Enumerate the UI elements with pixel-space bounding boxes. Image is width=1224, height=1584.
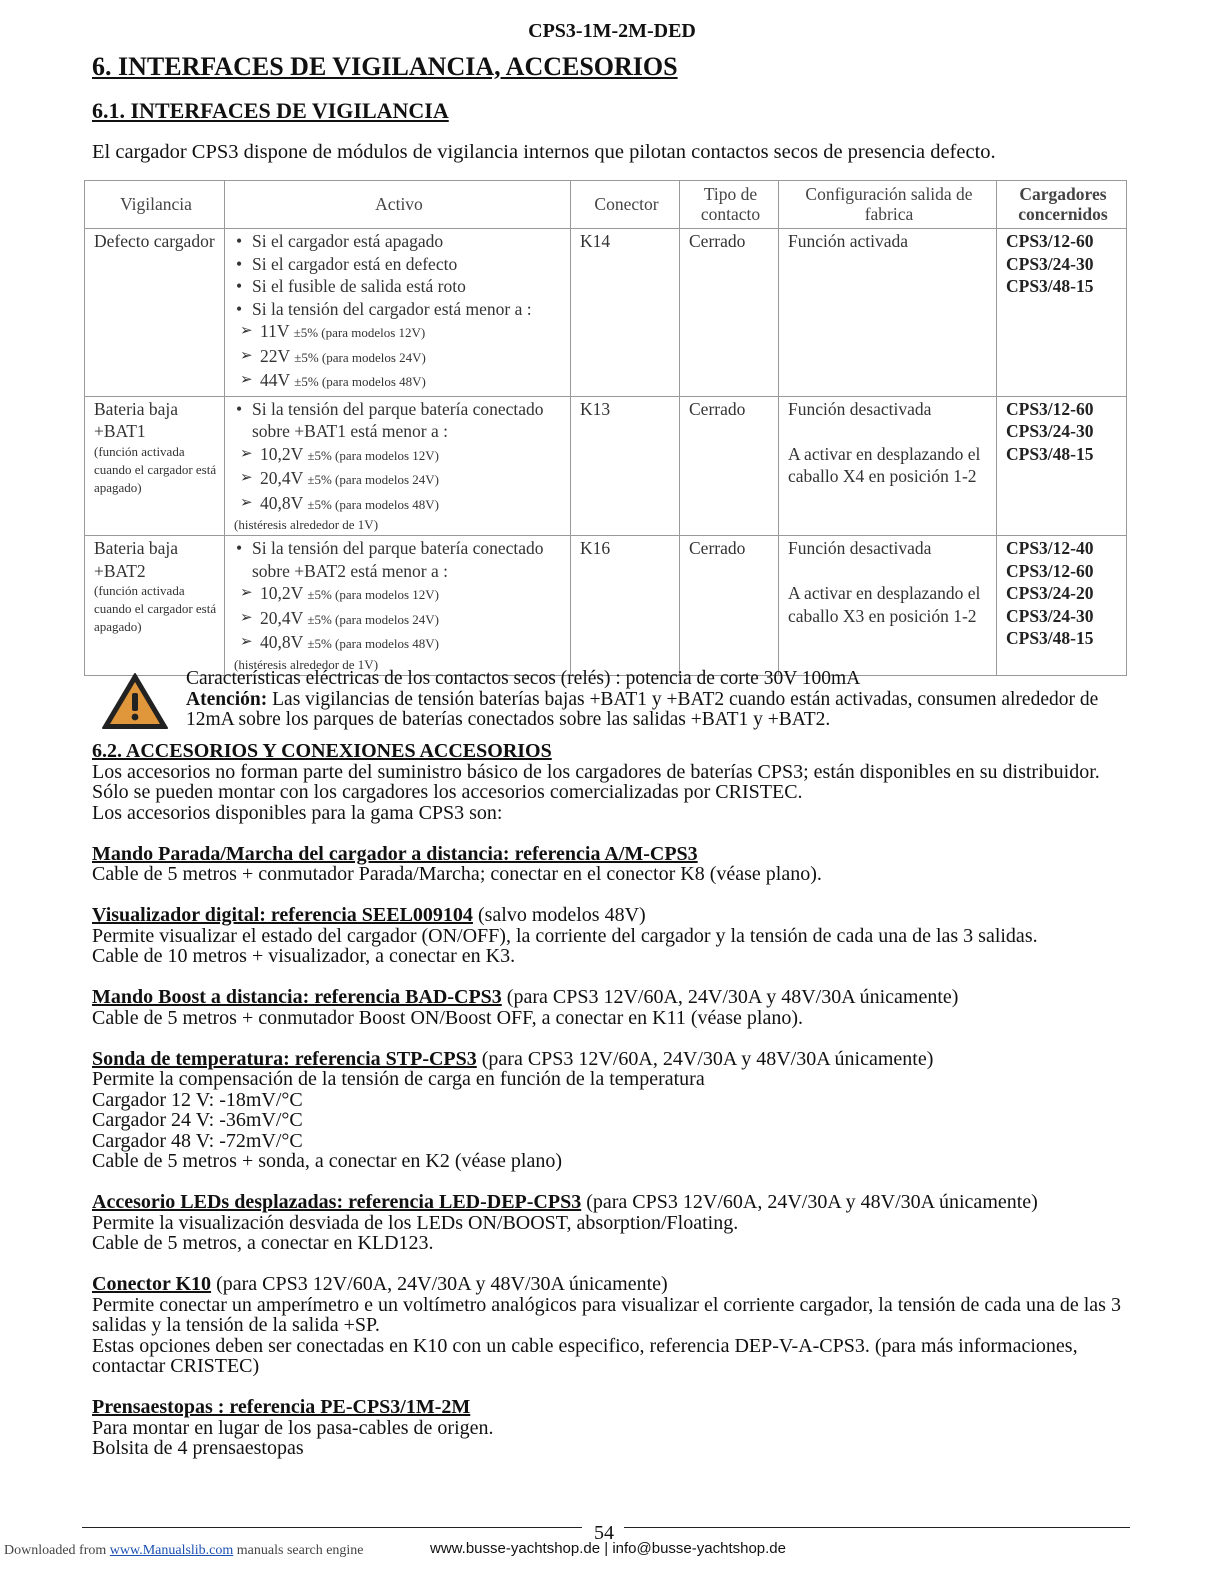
- threshold-value: 22V: [260, 345, 290, 366]
- threshold-value: 20,4V: [260, 607, 303, 628]
- blank-line: [92, 1254, 1132, 1275]
- threshold-item: [234, 467, 564, 492]
- cell-config: [779, 536, 997, 676]
- column-header: Activo: [225, 181, 571, 229]
- threshold-value: 10,2V: [260, 443, 303, 464]
- accessory-description: Permite visualizar el estado del cargador (ON/OFF), la corriente del cargador y la tensión de cada una de las 3 salidas.: [92, 924, 1038, 947]
- condition-item: • Si el fusible de salida está roto: [234, 275, 564, 298]
- monitoring-table: [84, 180, 1127, 676]
- accessory-block: [92, 1192, 1132, 1254]
- footer-rule-right: [624, 1527, 1130, 1528]
- threshold-note: ±5% (para modelos 48V): [307, 496, 440, 512]
- accessory-block: [92, 1397, 1132, 1459]
- cell-models: [997, 536, 1127, 676]
- threshold-value: 40,8V: [260, 492, 303, 513]
- cell-vigilancia: [85, 229, 225, 397]
- manualslib-link[interactable]: www.Manualslib.com: [109, 1543, 234, 1558]
- blank-line: [92, 967, 1132, 988]
- accessory-heading: [92, 1397, 1132, 1418]
- accessories-section-title: 6.2. ACCESORIOS Y CONEXIONES ACCESORIOS: [92, 740, 552, 762]
- cell-activo: [225, 396, 571, 536]
- accessory-block: [92, 987, 1132, 1028]
- table-header-row: [85, 181, 1127, 229]
- accessory-block: [92, 1274, 1132, 1377]
- intro-paragraph: El cargador CPS3 dispone de módulos de vigilancia internos que pilotan contactos secos de presencia defecto.: [92, 141, 996, 163]
- threshold-value: 10,2V: [260, 583, 303, 603]
- cell-config: [779, 396, 997, 536]
- accessory-title: Visualizador digital: referencia SEEL009104: [92, 904, 473, 926]
- blank-line: [92, 885, 1132, 906]
- page-number: 54: [594, 1522, 614, 1544]
- threshold-note: ±5% (para modelos 24V): [307, 472, 440, 487]
- electrical-characteristics: Características eléctricas de los contactos secos (relés) : potencia de corte 30V 100mA: [186, 668, 861, 689]
- accessory-title: Mando Parada/Marcha del cargador a distancia: referencia A/M-CPS3: [92, 842, 698, 865]
- vigilancia-note: (función activada cuando el cargador está apagado): [94, 443, 217, 495]
- threshold-value: 20,4V: [260, 468, 303, 488]
- accessory-title: Prensaestopas : referencia PE-CPS3/1M-2M: [92, 1396, 471, 1418]
- accessory-heading: [92, 1274, 1132, 1295]
- column-header: Tipo de contacto: [680, 181, 779, 229]
- condition-item: • Si el cargador está en defecto: [234, 253, 564, 276]
- accessory-heading: [92, 844, 1132, 865]
- accessory-description: Estas opciones deben ser conectadas en K10 con un cable especifico, referencia DEP-V-A-CPS3. (para más informaciones, contactar CRISTEC): [92, 1334, 1078, 1377]
- threshold-item: [234, 582, 564, 607]
- model-code: CPS3/12-60: [1006, 560, 1094, 581]
- accessories-section: [92, 741, 1132, 1459]
- accessories-intro: Los accesorios no forman parte del suministro básico de los cargadores de baterías CPS3; están disponibles en su distribuidor. Sólo se pueden montar con los cargadores los accesorios comercializadas por CRISTEC.: [92, 760, 1100, 803]
- footer-rule-left: [82, 1527, 582, 1528]
- accessory-description: Permite la visualización desviada de los LEDs ON/BOOST, absorption/Floating.: [92, 1211, 739, 1234]
- threshold-item: [234, 320, 564, 345]
- warning-triangle-icon: [100, 671, 170, 731]
- condition-item: • Si la tensión del parque batería conectado sobre +BAT1 está menor a :: [234, 398, 564, 443]
- accessory-title: Accesorio LEDs desplazadas: referencia LED-DEP-CPS3: [92, 1191, 582, 1213]
- accessory-description: Cable de 5 metros + sonda, a conectar en K2 (véase plano): [92, 1150, 562, 1172]
- accessory-block: [92, 905, 1132, 967]
- blank-line: [92, 823, 1132, 844]
- downloaded-from-text: Downloaded from: [4, 1543, 107, 1558]
- model-code: CPS3/24-30: [1006, 253, 1094, 274]
- accessory-heading: [92, 1049, 1132, 1070]
- column-header: Vigilancia: [85, 181, 225, 229]
- accessory-scope: (salvo modelos 48V): [472, 904, 646, 926]
- hysteresis-note: (histéresis alrededor de 1V): [234, 656, 379, 672]
- threshold-value: 40,8V: [260, 632, 303, 652]
- tagline-text: manuals search engine: [236, 1543, 364, 1558]
- accessory-description: Permite conectar un amperímetro e un voltímetro analógicos para visualizar el corriente cargador, la tensión de cada una de las 3 salidas y la tensión de la salida +SP.: [92, 1293, 1121, 1336]
- blank-line: [92, 1028, 1132, 1049]
- cell-vigilancia: [85, 396, 225, 536]
- threshold-note: ±5% (para modelos 48V): [294, 374, 426, 389]
- blank-line: [92, 1377, 1132, 1398]
- accessory-title: Mando Boost a distancia: referencia BAD-CPS3: [92, 986, 502, 1008]
- threshold-item: [234, 607, 564, 632]
- threshold-value: 11V: [260, 321, 290, 341]
- table-row: [85, 536, 1127, 676]
- threshold-value: 44V: [260, 370, 290, 390]
- accessory-description: Bolsita de 4 prensaestopas: [92, 1437, 304, 1459]
- condition-item: • Si la tensión del parque batería conectado sobre +BAT2 está menor a :: [234, 537, 564, 582]
- vigilancia-label: Bateria baja +BAT2: [94, 538, 179, 581]
- accessory-description: Cargador 12 V: -18mV/°C: [92, 1088, 303, 1111]
- threshold-note: ±5% (para modelos 24V): [307, 611, 440, 627]
- threshold-note: ±5% (para modelos 12V): [307, 587, 440, 602]
- table-row: [85, 229, 1127, 397]
- threshold-item: [234, 443, 564, 468]
- condition-item: • Si el cargador está apagado: [234, 230, 564, 253]
- vigilancia-label: Defecto cargador: [94, 231, 215, 251]
- threshold-item: [234, 345, 564, 370]
- accessory-title: Conector K10: [92, 1273, 212, 1295]
- column-header: Cargadores concernidos: [997, 181, 1127, 229]
- accessory-title: Sonda de temperatura: referencia STP-CPS3: [92, 1047, 477, 1070]
- config-note: A activar en desplazando el caballo X4 en posición 1-2: [788, 443, 981, 486]
- subsection-title: 6.1. INTERFACES DE VIGILANCIA: [92, 98, 449, 123]
- accessory-description: Cable de 5 metros, a conectar en KLD123.: [92, 1232, 434, 1254]
- threshold-item: [234, 631, 564, 656]
- condition-list: [234, 398, 564, 443]
- accessory-scope: (para CPS3 12V/60A, 24V/30A y 48V/30A únicamente): [476, 1047, 934, 1070]
- cell-tipo: Cerrado: [680, 536, 779, 676]
- model-code: CPS3/24-20: [1006, 583, 1094, 603]
- config-note: A activar en desplazando el caballo X3 en posición 1-2: [788, 583, 981, 626]
- accessory-heading: [92, 1192, 1132, 1213]
- condition-list: [234, 537, 564, 582]
- accessory-description: Cable de 10 metros + visualizador, a conectar en K3.: [92, 945, 516, 967]
- threshold-item: [234, 492, 564, 517]
- cell-vigilancia: [85, 536, 225, 676]
- model-code: CPS3/48-15: [1006, 443, 1094, 464]
- cell-config: [779, 229, 997, 397]
- model-code: CPS3/12-60: [1006, 398, 1094, 419]
- accessories-list-intro: Los accesorios disponibles para la gama CPS3 son:: [92, 801, 503, 824]
- threshold-note: ±5% (para modelos 12V): [293, 325, 426, 340]
- config-value: Función desactivada: [788, 538, 932, 558]
- accessory-block: [92, 1049, 1132, 1172]
- model-code: CPS3/24-30: [1006, 421, 1094, 441]
- accessory-description: Cable de 5 metros + conmutador Parada/Marcha; conectar en el conector K8 (véase plano).: [92, 863, 822, 885]
- document-code-header: CPS3-1M-2M-DED: [528, 20, 696, 42]
- config-value: Función desactivada: [788, 398, 932, 419]
- threshold-note: ±5% (para modelos 48V): [307, 636, 440, 651]
- cell-activo: [225, 229, 571, 397]
- accessory-heading: [92, 905, 1132, 926]
- cell-conector: K14: [571, 229, 680, 397]
- attention-label: Atención:: [186, 688, 268, 710]
- model-code: CPS3/48-15: [1006, 628, 1094, 648]
- accessory-description: Cargador 24 V: -36mV/°C: [92, 1109, 303, 1131]
- accessory-description: Cable de 5 metros + conmutador Boost ON/Boost OFF, a conectar en K11 (véase plano).: [92, 1006, 804, 1029]
- download-credit: [4, 1543, 364, 1559]
- config-value: Función activada: [788, 231, 909, 251]
- shop-contact: www.busse-yachtshop.de | info@busse-yachtshop.de: [430, 1540, 786, 1557]
- vigilancia-label: Bateria baja +BAT1: [94, 398, 179, 441]
- cell-tipo: Cerrado: [680, 229, 779, 397]
- cell-conector: K13: [571, 396, 680, 536]
- column-header: Conector: [571, 181, 680, 229]
- cell-conector: K16: [571, 536, 680, 676]
- table-row: [85, 396, 1127, 536]
- section-title: 6. INTERFACES DE VIGILANCIA, ACCESORIOS: [92, 52, 678, 81]
- cell-tipo: Cerrado: [680, 396, 779, 536]
- accessory-scope: (para CPS3 12V/60A, 24V/30A y 48V/30A únicamente): [581, 1191, 1038, 1213]
- condition-list: [234, 230, 564, 320]
- threshold-note: ±5% (para modelos 12V): [307, 447, 440, 463]
- model-code: CPS3/12-60: [1006, 231, 1094, 251]
- vigilancia-note: (función activada cuando el cargador está apagado): [94, 583, 217, 634]
- accessory-scope: (para CPS3 12V/60A, 24V/30A y 48V/30A únicamente): [211, 1273, 668, 1295]
- attention-note: [186, 690, 1136, 731]
- accessory-block: [92, 844, 1132, 885]
- accessory-description: Cargador 48 V: -72mV/°C: [92, 1129, 303, 1152]
- threshold-note: ±5% (para modelos 24V): [294, 349, 426, 365]
- cell-models: [997, 396, 1127, 536]
- accessory-scope: (para CPS3 12V/60A, 24V/30A y 48V/30A únicamente): [501, 986, 959, 1008]
- warning-box: [186, 669, 1136, 731]
- cell-activo: [225, 536, 571, 676]
- accessory-description: Para montar en lugar de los pasa-cables de origen.: [92, 1416, 494, 1439]
- cell-models: [997, 229, 1127, 397]
- hysteresis-note: (histéresis alrededor de 1V): [234, 517, 379, 532]
- model-code: CPS3/12-40: [1006, 538, 1094, 558]
- model-code: CPS3/24-30: [1006, 605, 1094, 626]
- model-code: CPS3/48-15: [1006, 276, 1094, 296]
- attention-text: Las vigilancias de tensión baterías bajas +BAT1 y +BAT2 cuando están activadas, consumen alrededor de 12mA sobre los parques de baterías conectados sobre las salidas +BAT1 y +BAT2.: [186, 688, 1099, 730]
- accessory-description: Permite la compensación de la tensión de carga en función de la temperatura: [92, 1068, 705, 1090]
- accessory-heading: [92, 987, 1132, 1008]
- blank-line: [92, 1172, 1132, 1193]
- column-header: Configuración salida de fabrica: [779, 181, 997, 229]
- condition-item: • Si la tensión del cargador está menor a :: [234, 298, 564, 321]
- threshold-item: [234, 369, 564, 394]
